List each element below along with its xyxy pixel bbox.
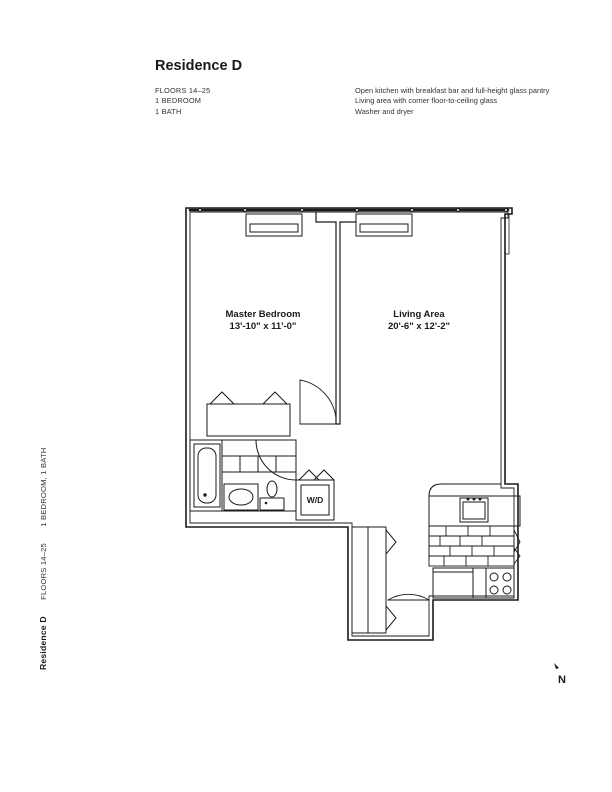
glass-pantry (429, 526, 520, 566)
side-floors: FLOORS 14–25 (39, 543, 48, 600)
room-name-living-area: Living Area (393, 309, 445, 320)
side-summary: 1 BEDROOM, 1 BATH (39, 447, 48, 527)
bedroom-closet (207, 392, 290, 440)
entry-door (388, 594, 429, 600)
room-dims-living-area: 20'-6" x 12'-2" (387, 321, 451, 332)
feature-laundry: Washer and dryer (355, 106, 414, 116)
north-label: N (558, 674, 566, 686)
bedroom-door (300, 380, 336, 424)
refrigerator (433, 568, 473, 598)
kitchen-sink (460, 498, 488, 522)
dishwasher (473, 568, 486, 598)
radiator-bedroom (246, 214, 302, 236)
north-arrow-icon (552, 662, 562, 672)
window-band (190, 209, 509, 254)
cooktop (486, 568, 514, 598)
room-name-master-bedroom: Master Bedroom (225, 309, 301, 320)
spec-bedrooms: 1 BEDROOM (155, 96, 202, 106)
bathtub (194, 444, 220, 507)
hall-storage (352, 527, 396, 633)
radiator-living (356, 214, 412, 236)
toilet (260, 481, 284, 510)
feature-living: Living area with corner floor-to-ceiling glass (355, 96, 498, 106)
wd-label: W/D (306, 495, 324, 505)
residence-title: Residence D (155, 58, 243, 74)
partition-wall (316, 212, 355, 424)
spec-floors: FLOORS 14–25 (155, 86, 211, 95)
spec-baths: 1 BATH (155, 106, 182, 116)
room-dims-master-bedroom: 13'-10" x 11'-0" (229, 321, 297, 332)
feature-kitchen: Open kitchen with breakfast bar and full-height glass pantry (355, 86, 550, 95)
sink (224, 484, 258, 510)
bathroom (190, 440, 296, 511)
side-title: Residence D (38, 616, 48, 670)
